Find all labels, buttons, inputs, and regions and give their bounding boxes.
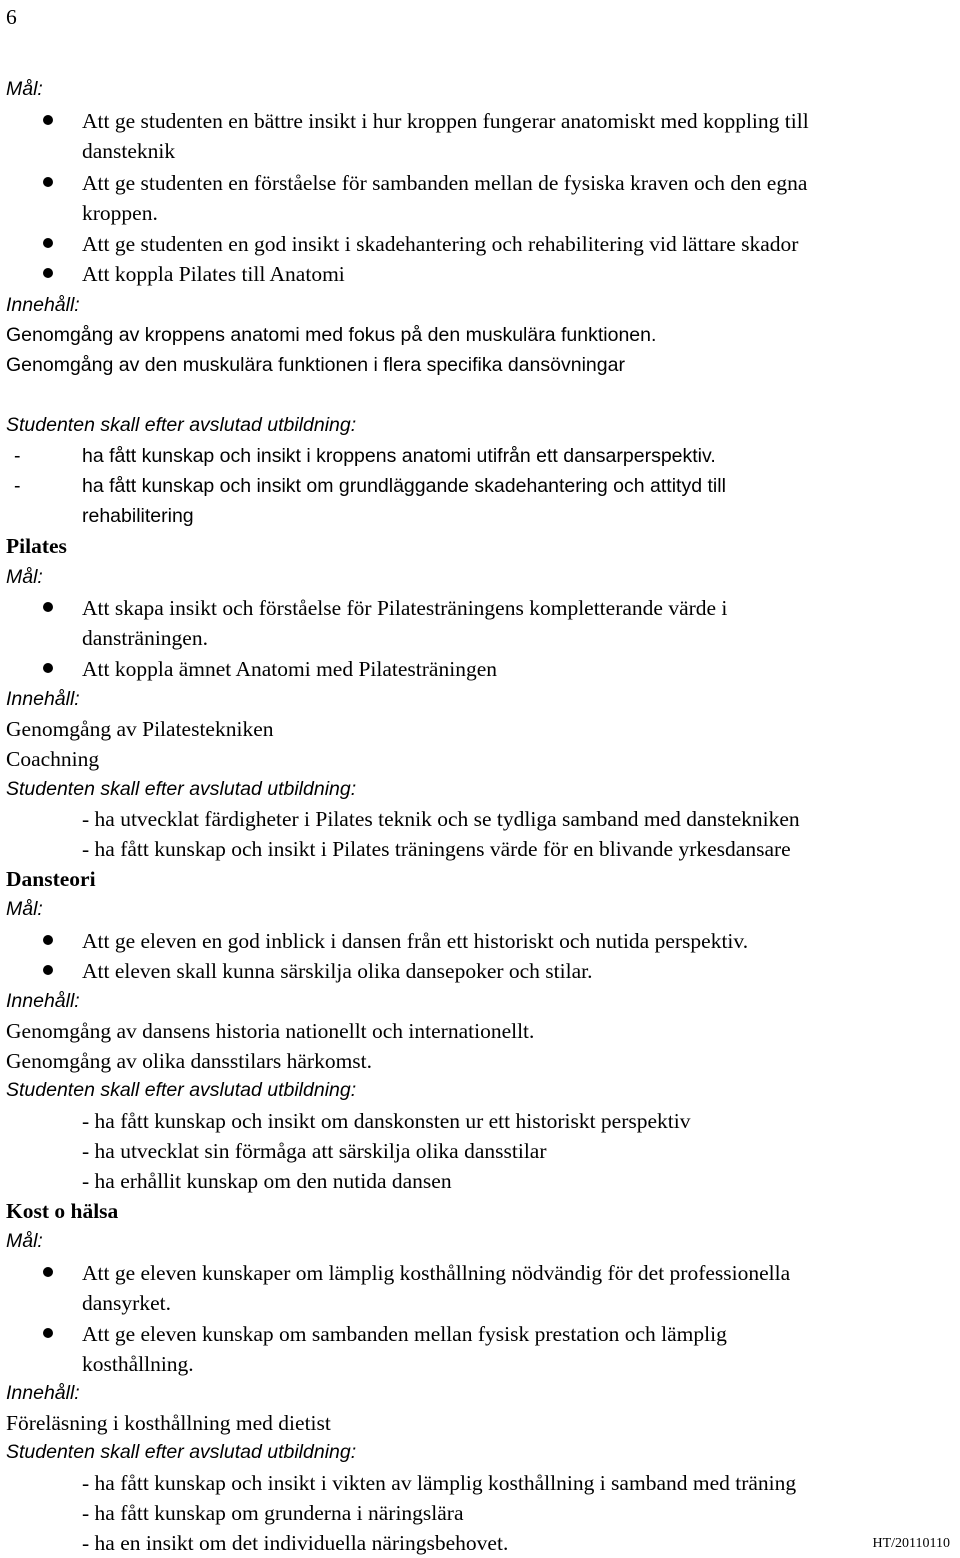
goal-item: Att koppla Pilates till Anatomi (82, 262, 345, 286)
mal-label: Mål: (6, 898, 43, 920)
bullet-icon (43, 115, 53, 125)
outcome-item: - ha en insikt om det individuella näringsbehovet. (82, 1531, 509, 1555)
bullet-icon (43, 663, 53, 673)
content-item: Coachning (6, 747, 100, 771)
outcome-item: - ha fått kunskap och insikt i Pilates träningens värde för en blivande yrkesdansare (82, 837, 791, 861)
goal-item: Att ge studenten en förståelse för sambanden mellan de fysiska kraven och den egna (82, 171, 808, 195)
outcome-item: - ha utvecklat färdigheter i Pilates teknik och se tydliga samband med danstekniken (82, 807, 800, 831)
bullet-icon (43, 1267, 53, 1277)
goal-item: Att ge eleven en god inblick i dansen från ett historiskt och nutida perspektiv. (82, 929, 749, 953)
outcome-label: Studenten skall efter avslutad utbildning: (6, 1079, 357, 1101)
outcome-label: Studenten skall efter avslutad utbildning: (6, 1441, 357, 1463)
goal-item-cont: kosthållning. (82, 1352, 194, 1376)
bullet-icon (43, 1328, 53, 1338)
mal-label: Mål: (6, 78, 43, 100)
content-item: Genomgång av kroppens anatomi med fokus på den muskulära funktionen. (6, 324, 657, 346)
content-item: Genomgång av den muskulära funktionen i flera specifika dansövningar (6, 354, 625, 376)
outcome-label: Studenten skall efter avslutad utbildning: (6, 778, 357, 800)
outcome-item: - ha fått kunskap om grunderna i näringslära (82, 1501, 464, 1525)
section-heading-pilates: Pilates (6, 534, 67, 558)
innehall-label: Innehåll: (6, 1382, 80, 1404)
outcome-item-cont: rehabilitering (82, 505, 194, 527)
outcome-item: - ha fått kunskap och insikt i vikten av lämplig kosthållning i samband med träning (82, 1471, 797, 1495)
mal-label: Mål: (6, 566, 43, 588)
content-item: Genomgång av dansens historia nationellt och internationellt. (6, 1019, 535, 1043)
goal-item: Att ge eleven kunskaper om lämplig kosthållning nödvändig för det professionella (82, 1261, 791, 1285)
goal-item: Att ge eleven kunskap om sambanden mellan fysisk prestation och lämplig (82, 1322, 727, 1346)
innehall-label: Innehåll: (6, 294, 80, 316)
goal-item-cont: kroppen. (82, 201, 158, 225)
bullet-icon (43, 268, 53, 278)
goal-item-cont: dansträningen. (82, 626, 208, 650)
section-heading-dansteori: Dansteori (6, 867, 96, 891)
bullet-icon (43, 935, 53, 945)
content-item: Genomgång av Pilatestekniken (6, 717, 274, 741)
outcome-item: ha fått kunskap och insikt i kroppens anatomi utifrån ett dansarperspektiv. (82, 445, 716, 467)
section-heading-kost: Kost o hälsa (6, 1199, 119, 1223)
outcome-item: - ha erhållit kunskap om den nutida dansen (82, 1169, 452, 1193)
content-item: Genomgång av olika dansstilars härkomst. (6, 1049, 373, 1073)
goal-item: Att ge studenten en god insikt i skadehantering och rehabilitering vid lättare skador (82, 232, 799, 256)
outcome-dash: - (14, 445, 21, 467)
goal-item: Att eleven skall kunna särskilja olika dansepoker och stilar. (82, 959, 593, 983)
footer-code: HT/20110110 (872, 1536, 950, 1551)
outcome-item: ha fått kunskap och insikt om grundläggande skadehantering och attityd till (82, 475, 726, 497)
bullet-icon (43, 965, 53, 975)
goal-item-cont: dansteknik (82, 139, 176, 163)
goal-item: Att skapa insikt och förståelse för Pilatesträningens kompletterande värde i (82, 596, 728, 620)
innehall-label: Innehåll: (6, 990, 80, 1012)
content-item: Föreläsning i kosthållning med dietist (6, 1411, 331, 1435)
outcome-item: - ha fått kunskap och insikt om danskonsten ur ett historiskt perspektiv (82, 1109, 691, 1133)
mal-label: Mål: (6, 1230, 43, 1252)
goal-item-cont: dansyrket. (82, 1291, 171, 1315)
outcome-label: Studenten skall efter avslutad utbildning: (6, 414, 357, 436)
bullet-icon (43, 238, 53, 248)
outcome-dash: - (14, 475, 21, 497)
page-number: 6 (6, 5, 17, 29)
bullet-icon (43, 602, 53, 612)
bullet-icon (43, 177, 53, 187)
goal-item: Att koppla ämnet Anatomi med Pilatesträningen (82, 657, 497, 681)
innehall-label: Innehåll: (6, 688, 80, 710)
goal-item: Att ge studenten en bättre insikt i hur kroppen fungerar anatomiskt med koppling till (82, 109, 809, 133)
outcome-item: - ha utvecklat sin förmåga att särskilja olika dansstilar (82, 1139, 547, 1163)
